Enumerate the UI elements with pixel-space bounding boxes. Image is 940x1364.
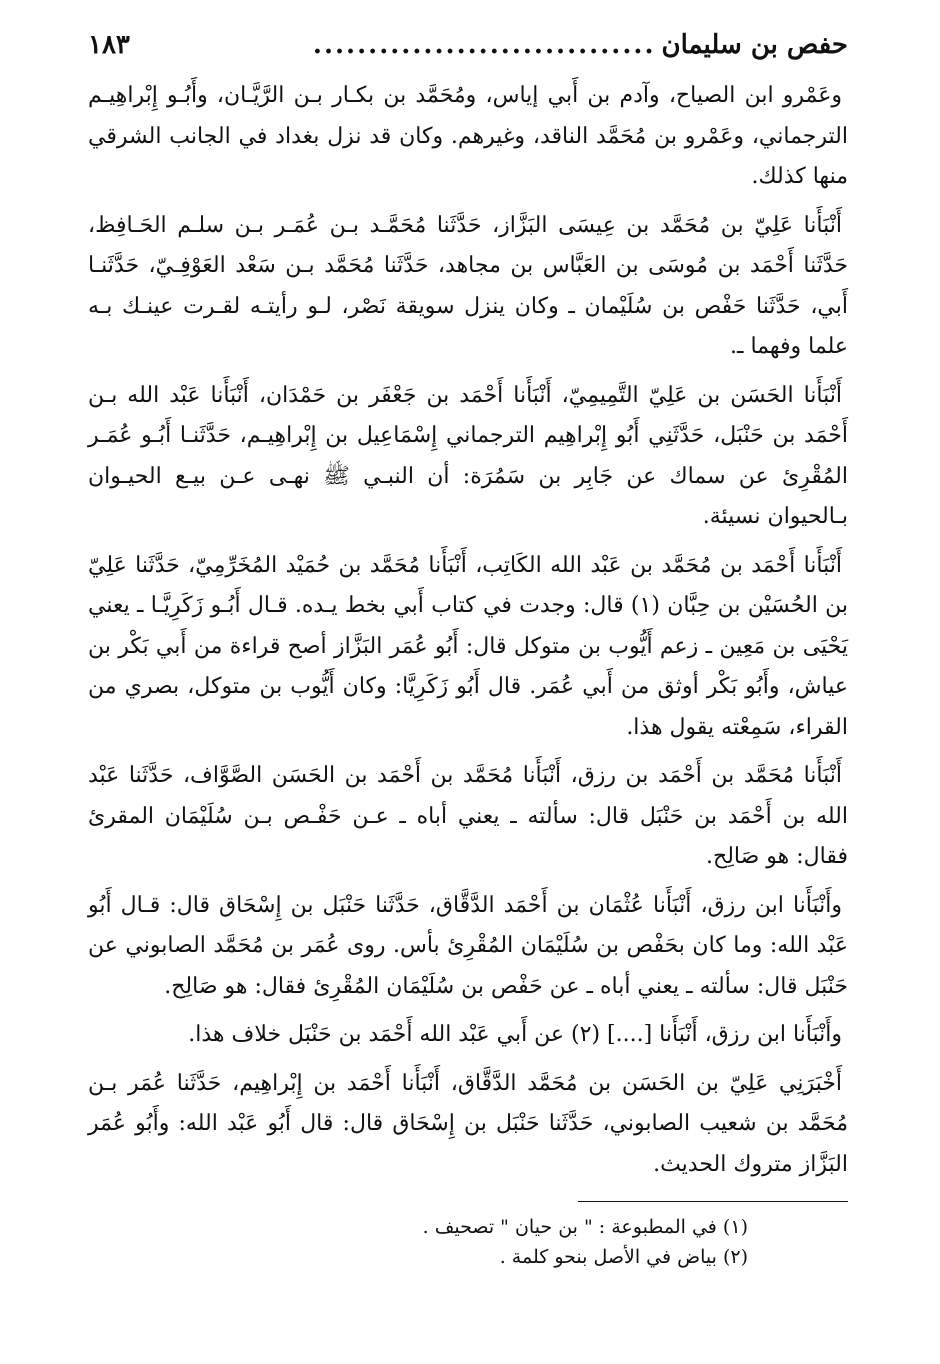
footnote-1: (١) في المطبوعة : " بن حيان " تصحيف .: [422, 1216, 748, 1238]
main-text: [88, 76, 848, 1185]
paragraph-4: أَنْبَأَنا أَحْمَد بن مُحَمَّد بن عَبْد الله الكَاتِب، أَنْبَأَنا مُحَمَّد بن حُمَيْد المُخَرِّمِيّ، حَدَّثَنا عَلِيّ بن الحُسَيْن بن حِبَّان (١) قال: وجدت في كتاب أَبي بخط يـده. قـال أَبُـو زَكَرِيَّـا ـ يعني يَحْيَى بن مَعِين ـ زعم أَيُّوب بن متوكل قال: أَبُو عُمَر البَزَّاز أصح قراءة من أَبي بَكْر بن عياش، وأَبُو بَكْر أوثق من أَبي عُمَر. قال أَبُو زَكَرِيَّا: وكان أَيُّوب بن متوكل، بصري من القراء، سَمِعْته يقول هذا.: [88, 552, 848, 740]
book-page: [88, 30, 848, 1272]
paragraph-6: وأَنْبَأَنا ابن رزق، أَنْبَأَنا عُثْمَان بن أَحْمَد الدَّقَّاق، حَدَّثَنا حَنْبَل بن إِسْحَاق قال: قـال أَبُو عَبْد الله: وما كان بحَفْص بن سُلَيْمَان المُقْرِئ بأس. روى عُمَر بن مُحَمَّد الصابوني عن حَنْبَل قال: سألته ـ يعني أباه ـ عن حَفْص بن سُلَيْمَان المُقْرِئ فقال: هو صَالِح.: [88, 892, 848, 999]
paragraph-1: وعَمْرو ابن الصياح، وآدم بن أَبي إياس، ومُحَمَّد بن بكـار بـن الرَّيَّـان، وأَبُـو إِبْراهِيـم الترجماني، وعَمْرو بن مُحَمَّد الناقد، وغيرهم. وكان قد نزل بغداد في الجانب الشرقي منها كذلك.: [88, 83, 848, 189]
paragraph-7: وأَنْبَأَنا ابن رزق، أَنْبَأَنا [....] (٢) عن أَبي عَبْد الله أَحْمَد بن حَنْبَل خلاف هذا.: [188, 1022, 842, 1047]
paragraph-5: أَنْبَأَنا مُحَمَّد بن أَحْمَد بن رزق، أَنْبَأَنا مُحَمَّد بن أَحْمَد بن الحَسَن الصَّوَّاف، حَدَّثَنا عَبْد الله بن أَحْمَد بن حَنْبَل قال: سألته ـ يعني أباه ـ عـن حَفْـص بـن سُلَيْمَان المقرئ فقال: هو صَالِح.: [88, 763, 848, 869]
chapter-title: حفص بن سليمان: [661, 30, 848, 60]
paragraph-3: أَنْبَأَنا الحَسَن بن عَلِيّ التَّمِيمِيّ، أَنْبَأَنا أَحْمَد بن جَعْفَر بن حَمْدَان، أَنْبَأَنا عَبْد الله بـن أَحْمَد بن حَنْبَل، حَدَّثَنِي أَبُو إِبْراهِيم الترجماني إِسْمَاعِيل بن إِبْراهِيـم، حَدَّثَنـا أَبُـو عُمَـر المُقْرِئ عن سماك عن جَابِر بن سَمُرَة: أن النبـي ﷺ نهـى عـن بيـع الحيـوان بـالحيوان نسيئة.: [88, 382, 848, 529]
paragraph-8: أَخْبَرَنِي عَلِيّ بن الحَسَن بن مُحَمَّد الدَّقَّاق، أَنْبَأَنا أَحْمَد بن إِبْراهِيم، حَدَّثَنا عُمَر بـن مُحَمَّد بن شعيب الصابوني، حَدَّثَنا حَنْبَل بن إِسْحَاق قال: قال أَبُو عَبْد الله: وأَبُو عُمَر البَزَّاز متروك الحديث.: [88, 1070, 848, 1177]
footnote-2: (٢) بياض في الأصل بنحو كلمة .: [499, 1246, 748, 1268]
page-number: ١٨٣: [88, 30, 130, 60]
footnote-divider: [578, 1201, 848, 1202]
leader-dots: ...............................: [312, 30, 656, 60]
paragraph-2: أَنْبَأَنا عَلِيّ بن مُحَمَّد بن عِيسَى البَزَّاز، حَدَّثَنا مُحَمَّـد بـن عُمَـر بـن سلـم الحَـافِظ، حَدَّثَنا أَحْمَد بن مُوسَى بن العَبَّاس بن مجاهد، حَدَّثَنا مُحَمَّد بـن سَعْد العَوْفِـيّ، حَدَّثَنـا أَبي، حَدَّثَنا حَفْص بن سُلَيْمان ـ وكان ينزل سويقة نَصْر، لـو رأيتـه لقـرت عينـك بـه علما وفهما ـ.: [88, 212, 848, 359]
footnotes: [88, 1212, 848, 1272]
running-header: [88, 30, 848, 76]
